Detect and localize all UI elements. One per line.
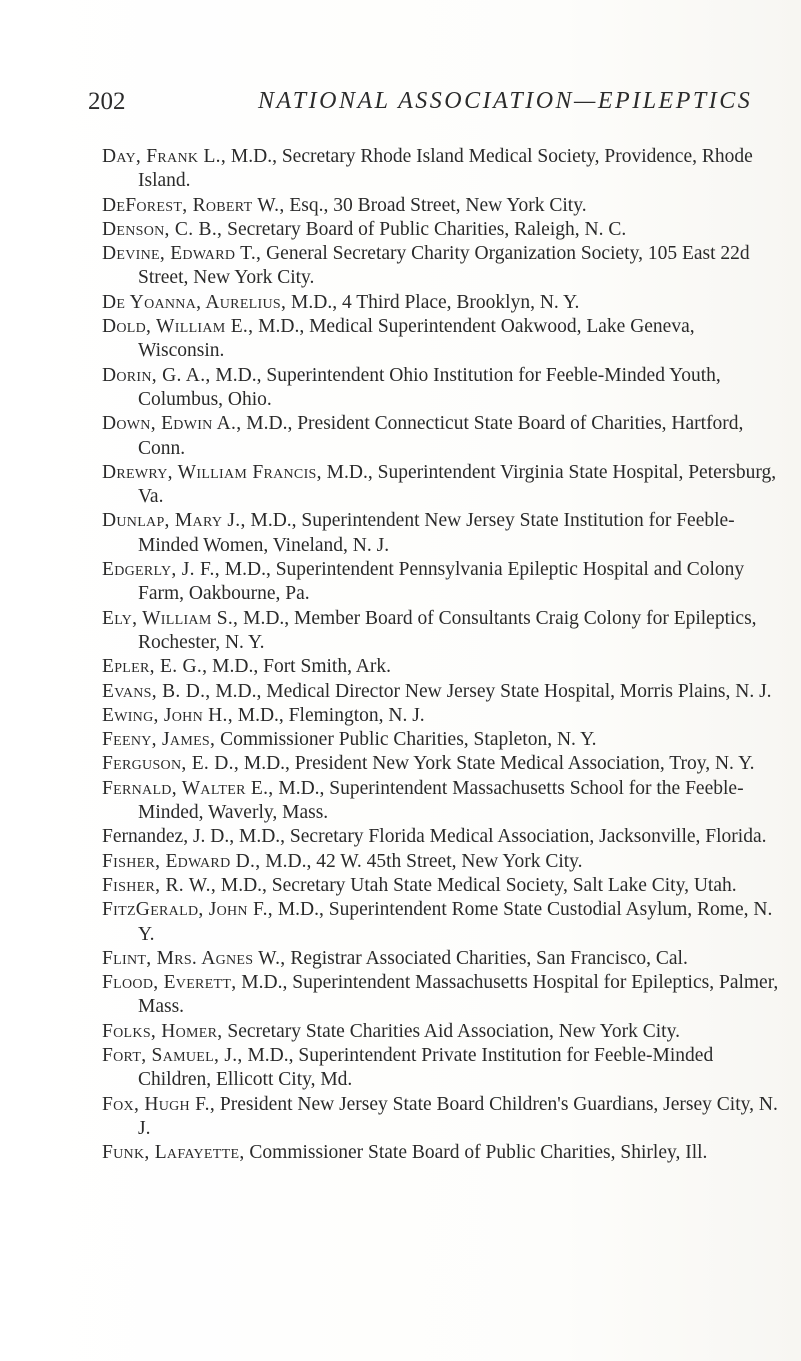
entry-details: M.D., Superintendent Massachusetts Hospital for Epileptics, Palmer, Mass. [138, 972, 779, 1018]
list-entry [102, 850, 782, 874]
list-entry [102, 752, 782, 776]
entry-name: Fisher, Edward D., [102, 850, 261, 872]
entry-details: M.D., Superintendent Ohio Institution for Feeble-Minded Youth, Columbus, Ohio. [138, 364, 721, 410]
entry-details: M.D., Superintendent Massachusetts School for the Feeble-Minded, Waverly, Mass. [138, 777, 744, 824]
entry-details: Secretary State Charities Aid Association, New York City. [222, 1020, 680, 1042]
entry-details: M.D., President Connecticut State Board of Charities, Hartford, Conn. [138, 413, 744, 459]
entry-name: Flint, Mrs. Agnes W., [102, 947, 286, 969]
list-entry [102, 971, 782, 1020]
entry-name: Dunlap, Mary J., [102, 510, 246, 532]
entry-details: Commissioner State Board of Public Charities, Shirley, Ill. [244, 1142, 708, 1164]
entry-name: Flood, Everett, [102, 972, 237, 994]
entry-details: M.D., Medical Superintendent Oakwood, Lake Geneva, Wisconsin. [138, 316, 695, 362]
list-entry [102, 145, 782, 194]
entry-name: Fisher, R. W., [102, 874, 217, 896]
list-entry [102, 1141, 782, 1165]
entry-name: Epler, E. G., [102, 656, 208, 678]
entry-details: M.D., Fort Smith, Ark. [207, 656, 391, 678]
list-entry [102, 291, 782, 315]
list-entry [102, 777, 782, 826]
entry-name: Drewry, William Francis, [102, 461, 322, 483]
list-entry [102, 509, 782, 558]
entry-name: Fernald, Walter E., [102, 777, 274, 799]
list-entry [102, 825, 782, 849]
list-entry [102, 898, 782, 947]
entry-name: Down, Edwin A., [102, 413, 242, 435]
entry-details: M.D., Superintendent New Jersey State Institution for Feeble-Minded Women, Vineland, N. J. [138, 510, 735, 556]
entry-details: M.D., Superintendent Virginia State Hospital, Petersburg, Va. [138, 461, 777, 508]
entry-name: FitzGerald, John F., [102, 899, 273, 921]
list-entry [102, 607, 782, 656]
entry-details: M.D., Superintendent Private Institution for Feeble-Minded Children, Ellicott City, Md. [138, 1044, 714, 1091]
entry-name: Evans, B. D., [102, 680, 211, 702]
entry-details: Commissioner Public Charities, Stapleton, N. Y. [215, 729, 597, 751]
entry-name: Fernandez, J. D., [102, 826, 235, 848]
list-entry [102, 680, 782, 704]
entry-name: Feeny, James, [102, 729, 216, 751]
entry-name: Fox, Hugh F., [102, 1093, 216, 1115]
entry-details: M.D., President New York State Medical Association, Troy, N. Y. [239, 753, 755, 775]
list-entry [102, 874, 782, 898]
entry-name: Ewing, John H., [102, 704, 233, 726]
entry-details: M.D., Member Board of Consultants Craig Colony for Epileptics, Rochester, N. Y. [138, 607, 757, 653]
entry-name: Funk, Lafayette, [102, 1142, 245, 1164]
list-entry [102, 364, 782, 413]
entry-details: Secretary Board of Public Charities, Raleigh, N. C. [222, 218, 627, 240]
entry-details: M.D., Secretary Florida Medical Association, Jacksonville, Florida. [234, 826, 767, 848]
entry-details: M.D., Medical Director New Jersey State Hospital, Morris Plains, N. J. [210, 680, 772, 702]
list-entry [102, 1044, 782, 1093]
list-entry [102, 194, 782, 218]
list-entry [102, 558, 782, 607]
list-entry [102, 947, 782, 971]
entry-details: Esq., 30 Broad Street, New York City. [284, 194, 587, 216]
entry-name: Ferguson, E. D., [102, 753, 240, 775]
entry-name: Edgerly, J. F., [102, 559, 220, 581]
list-entry [102, 1020, 782, 1044]
list-entry [102, 728, 782, 752]
entry-details: M.D., 4 Third Place, Brooklyn, N. Y. [286, 291, 580, 313]
list-entry [102, 412, 782, 461]
entry-name: Dorin, G. A., [102, 364, 211, 386]
list-entry [102, 655, 782, 679]
page-number: 202 [88, 88, 126, 115]
entry-details: M.D., Secretary Utah State Medical Society, Salt Lake City, Utah. [216, 874, 737, 896]
entry-details: M.D., Superintendent Pennsylvania Epileptic Hospital and Colony Farm, Oakbourne, Pa. [138, 559, 745, 605]
list-entry [102, 315, 782, 364]
entry-details: M.D., Secretary Rhode Island Medical Society, Providence, Rhode Island. [138, 146, 753, 192]
list-entry [102, 218, 782, 242]
entry-details: General Secretary Charity Organization Society, 105 East 22d Street, New York City. [138, 243, 750, 289]
entry-name: Day, Frank L., [102, 146, 227, 167]
list-entry [102, 704, 782, 728]
list-entry [102, 1093, 782, 1142]
entry-name: Dold, William E., [102, 316, 254, 338]
entry-details: M.D., Flemington, N. J. [232, 704, 425, 726]
entry-name: Denson, C. B., [102, 218, 223, 240]
membership-list [102, 145, 782, 1165]
entry-name: DeForest, Robert W., [102, 194, 285, 216]
entry-name: Fort, Samuel, J., [102, 1044, 243, 1066]
list-entry [102, 242, 782, 291]
entry-name: Devine, Edward T., [102, 243, 262, 265]
entry-name: Folks, Homer, [102, 1020, 223, 1042]
entry-name: Ely, William S., [102, 607, 239, 629]
entry-details: M.D., 42 W. 45th Street, New York City. [260, 850, 583, 872]
list-entry [102, 461, 782, 510]
entry-details: President New Jersey State Board Children's Guardians, Jersey City, N. J. [138, 1093, 778, 1139]
entry-details: M.D., Superintendent Rome State Custodial Asylum, Rome, N. Y. [138, 899, 773, 945]
entry-name: De Yoanna, Aurelius, [102, 291, 287, 313]
running-head: NATIONAL ASSOCIATION—EPILEPTICS [258, 88, 753, 114]
entry-details: Registrar Associated Charities, San Francisco, Cal. [285, 947, 688, 969]
